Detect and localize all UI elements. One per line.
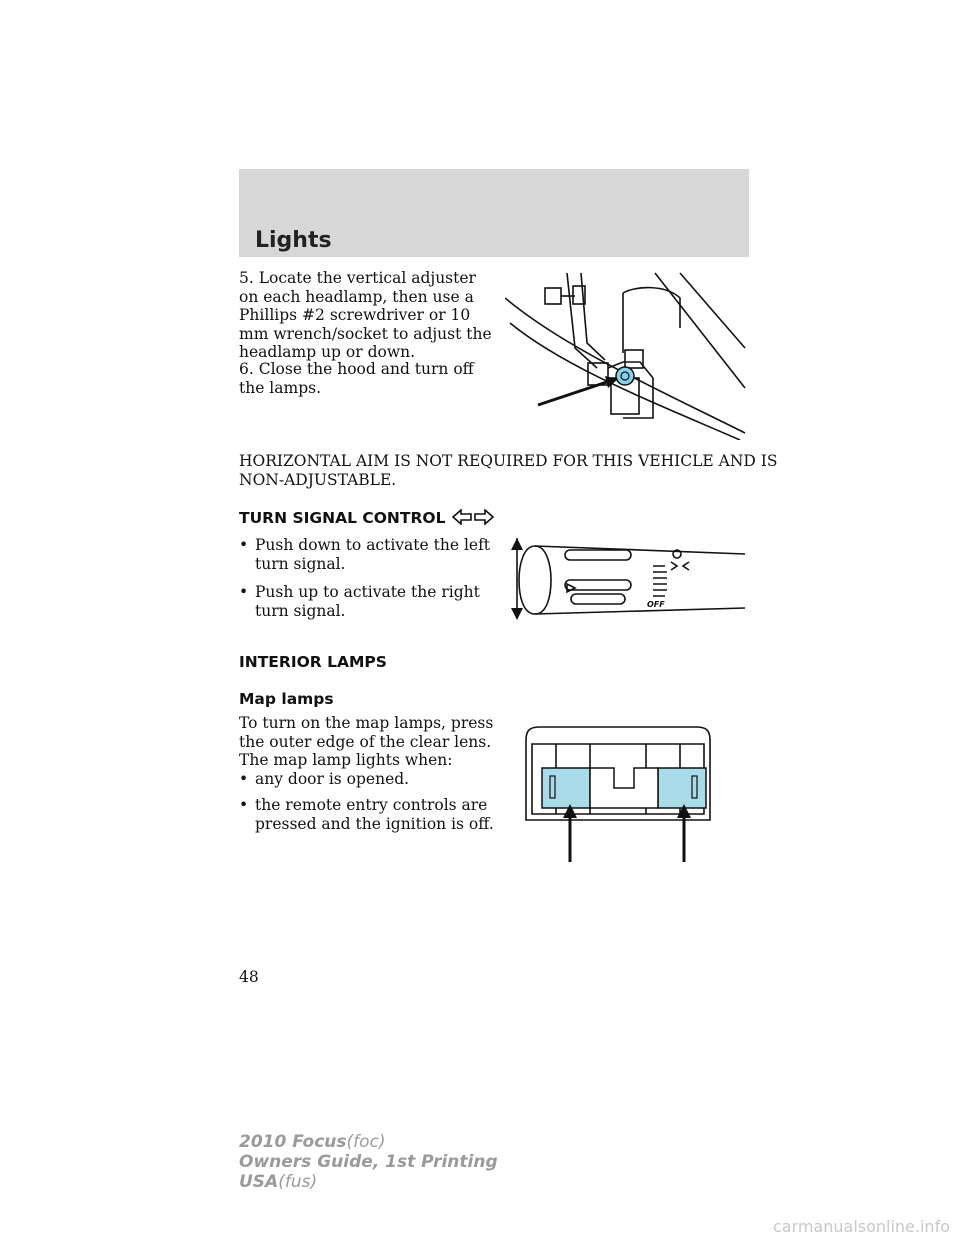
- map-lamps-subheading: Map lamps: [239, 690, 334, 708]
- turn-signal-heading: [239, 509, 495, 527]
- section-title: Lights: [255, 228, 332, 253]
- step-6-text: 6. Close the hood and turn off the lamps.: [239, 360, 474, 397]
- turn-signal-arrows-icon: [451, 509, 495, 525]
- lever-off-label: OFF: [647, 600, 665, 609]
- horizontal-aim-note: HORIZONTAL AIM IS NOT REQUIRED FOR THIS VEHICLE AND IS NON-ADJUSTABLE.: [239, 452, 778, 489]
- footer-model: 2010 Focus: [239, 1132, 347, 1152]
- footer-line-3: [239, 1172, 317, 1192]
- bullet-dot: •: [239, 536, 249, 554]
- footer-model-code: (foc): [346, 1132, 386, 1152]
- page-number: 48: [239, 968, 259, 986]
- map-lamp-bullet-1: [239, 770, 501, 790]
- turn-signal-heading-text: TURN SIGNAL CONTROL: [239, 509, 446, 527]
- footer-market-code: (fus): [278, 1172, 318, 1192]
- bullet-text: Push up to activate the right turn signal.: [255, 583, 480, 620]
- map-lamps-intro: To turn on the map lamps, press the outer edge of the clear lens. The map lamp lights when:: [239, 714, 494, 769]
- headlamp-adjuster-illustration: [505, 268, 750, 440]
- footer-line-2: Owners Guide, 1st Printing: [239, 1152, 498, 1172]
- turn-signal-bullet-1: [239, 536, 501, 574]
- bullet-dot: •: [239, 770, 249, 788]
- turn-signal-bullet-2: [239, 583, 501, 621]
- footer-line-1: [239, 1132, 386, 1152]
- bullet-dot: •: [239, 796, 249, 814]
- watermark-text: carmanualsonline.info: [772, 1217, 950, 1236]
- bullet-text: Push down to activate the left turn signal.: [255, 536, 491, 573]
- step-5-text: 5. Locate the vertical adjuster on each headlamp, then use a Phillips #2 screwdriver or 10 mm wrench/socket to adjust the headlamp up or down.: [239, 269, 492, 361]
- bullet-text: any door is opened.: [255, 770, 410, 788]
- bullet-text: the remote entry controls are pressed and the ignition is off.: [255, 796, 494, 833]
- map-lamp-bullet-2: [239, 796, 501, 834]
- map-lamp-illustration: [518, 722, 718, 867]
- footer-market: USA: [239, 1172, 279, 1192]
- turn-signal-lever-illustration: [505, 536, 750, 623]
- bullet-dot: •: [239, 583, 249, 601]
- interior-lamps-heading: INTERIOR LAMPS: [239, 653, 387, 671]
